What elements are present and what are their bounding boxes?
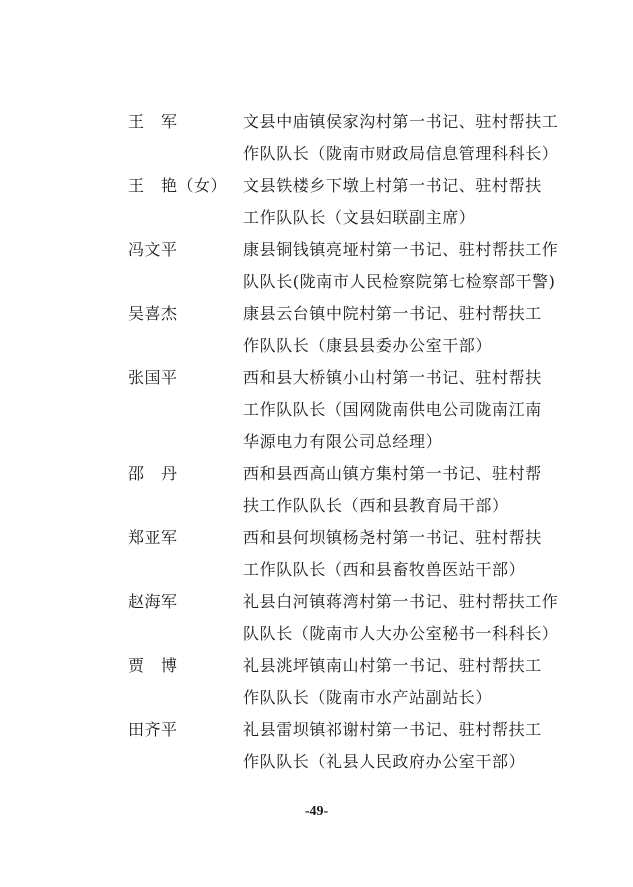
person-name: 贾 博 [128,656,178,675]
person-name: 冯文平 [128,240,178,259]
position-line: 工作队队长（文县妇联副主席） [243,208,476,227]
position-line: 文县铁楼乡下墩上村第一书记、驻村帮扶 [243,176,542,195]
position-line: 作队队长（康县县委办公室干部） [243,336,493,355]
position-line: 文县中庙镇侯家沟村第一书记、驻村帮扶工 [243,112,559,131]
position-line: 作队队长（礼县人民政府办公室干部） [243,752,526,771]
person-name: 赵海军 [128,592,178,611]
position-line: 康县铜钱镇亮垭村第一书记、驻村帮扶工作 [243,240,559,259]
position-line: 工作队队长（国网陇南供电公司陇南江南 [243,400,542,419]
position-line: 华源电力有限公司总经理） [243,432,443,451]
position-line: 西和县何坝镇杨尧村第一书记、驻村帮扶 [243,528,542,547]
position-line: 作队队长（陇南市水产站副站长） [243,688,493,707]
position-line: 礼县雷坝镇祁谢村第一书记、驻村帮扶工 [243,720,542,739]
position-line: 队队长(陇南市人民检察院第七检察部干警) [243,272,556,291]
position-line: 西和县西高山镇方集村第一书记、驻村帮 [243,464,542,483]
position-line: 队队长（陇南市人大办公室秘书一科科长） [243,624,559,643]
position-line: 礼县白河镇蒋湾村第一书记、驻村帮扶工作 [243,592,559,611]
position-line: 工作队队长（西和县畜牧兽医站干部） [243,560,526,579]
person-name: 田齐平 [128,720,178,739]
person-name: 吴喜杰 [128,304,178,323]
person-name: 郑亚军 [128,528,178,547]
person-name: 王 军 [128,112,178,131]
person-name: 邵 丹 [128,464,178,483]
person-name: 王 艳（女） [128,176,228,195]
page-number: -49- [304,804,329,819]
position-line: 礼县洮坪镇南山村第一书记、驻村帮扶工 [243,656,542,675]
position-line: 西和县大桥镇小山村第一书记、驻村帮扶 [243,368,542,387]
position-line: 作队队长（陇南市财政局信息管理科科长） [243,144,559,163]
position-line: 康县云台镇中院村第一书记、驻村帮扶工 [243,304,542,323]
position-line: 扶工作队队长（西和县教育局干部） [243,496,509,515]
person-name: 张国平 [128,368,178,387]
